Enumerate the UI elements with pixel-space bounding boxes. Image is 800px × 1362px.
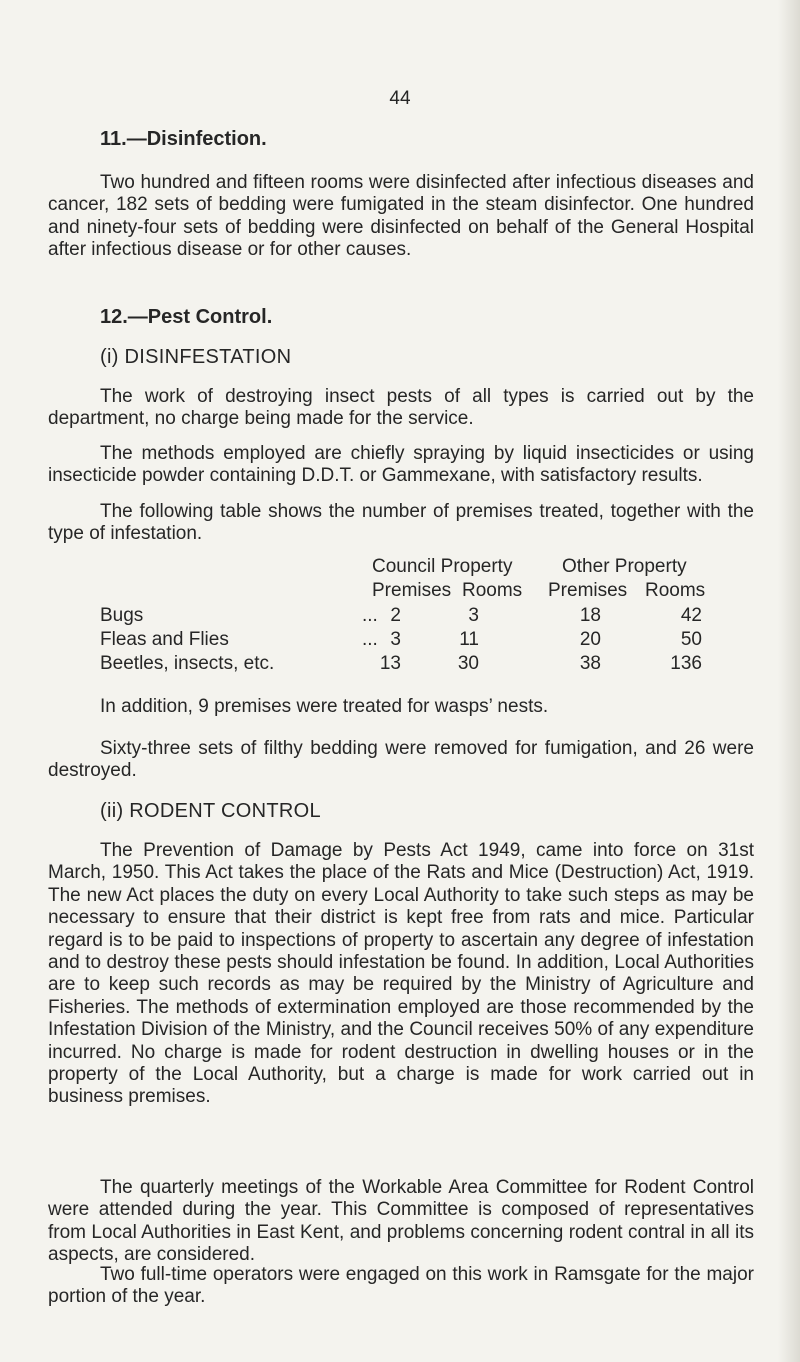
rodent-control-subheading: (ii) RODENT CONTROL: [100, 800, 321, 822]
table-cell: 18: [579, 605, 601, 626]
paragraph-bedding: Sixty-three sets of filthy bedding were removed for fumigation, and 26 were destroyed.: [48, 738, 754, 782]
paragraph-methods: The methods employed are chiefly spraying by liquid insecticides or using insecticide powder containing D.D.T. or Gammexane, with satisfactory results.: [48, 443, 754, 487]
table-group-other: Other Property: [562, 556, 687, 577]
table-cell: 38: [579, 653, 601, 674]
table-col-council-premises: Premises: [372, 580, 452, 601]
paragraph-work: The work of destroying insect pests of all types is carried out by the department, no charge being made for the service.: [48, 386, 754, 430]
row-label-text: Fleas and Flies: [100, 629, 229, 650]
paragraph-operators: Two full-time operators were engaged on this work in Ramsgate for the major portion of the year.: [48, 1264, 754, 1308]
section-12-heading: 12.—Pest Control.: [100, 306, 273, 328]
table-col-council-rooms: Rooms: [462, 580, 523, 601]
table-col-other-premises: Premises: [548, 580, 628, 601]
row-leader-dots: ...: [362, 605, 378, 626]
page-number: 44: [389, 88, 411, 109]
row-label: [100, 653, 274, 675]
row-leader-dots: ...: [362, 629, 378, 650]
table-cell: 3: [468, 605, 479, 626]
row-label-text: Bugs: [100, 605, 144, 626]
table-cell: 30: [457, 653, 479, 674]
table-cell: 13: [379, 653, 401, 674]
section-11-paragraph: Two hundred and fifteen rooms were disinfected after infectious diseases and cancer, 182 sets of bedding were fumigated in the steam disinfector. One hundred and ninety-four sets of bedding were disinfected on behalf of the General Hospital after infectious disease or for other causes.: [48, 172, 754, 261]
table-cell: 42: [680, 605, 702, 626]
table-cell: 3: [390, 629, 401, 650]
row-label-text: Beetles, insects, etc.: [100, 653, 275, 674]
table-cell: 11: [459, 629, 479, 650]
row-label: [100, 629, 378, 651]
section-11-heading: 11.—Disinfection.: [100, 128, 267, 150]
table-cell: 50: [680, 629, 702, 650]
table-group-council: Council Property: [372, 556, 513, 577]
table-cell: 2: [390, 605, 401, 626]
paragraph-prevention-act: The Prevention of Damage by Pests Act 1949, came into force on 31st March, 1950. This Act takes the place of the Rats and Mice (Destruction) Act, 1919. The new Act places the duty on every Local Authority to take such steps as may be necessary to ensure that their district is kept free from rats and mice. Particular regard is to be paid to inspections of property to ascertain any degree of infestation and to destroy these pests should infestation be found. In addition, Local Authorities are to keep such records as may be required by the Ministry of Agriculture and Fisheries. The methods of extermination employed are those recommended by the Infestation Division of the Ministry, and the Council receives 50% of any expenditure incurred. No charge is made for rodent destruction in dwelling houses or in the property of the Local Authority, but a charge is made for work carried out in business premises.: [48, 840, 754, 1108]
paragraph-table-intro: The following table shows the number of premises treated, together with the type of infestation.: [48, 501, 754, 545]
disinfestation-subheading: (i) DISINFESTATION: [100, 346, 292, 368]
table-cell: 136: [670, 653, 702, 674]
paragraph-quarterly-meetings: The quarterly meetings of the Workable Area Committee for Rodent Control were attended during the year. This Committee is composed of representatives from Local Authorities in East Kent, and problems concerning rodent contral in all its aspects, are considered.: [48, 1177, 754, 1266]
page-edge-shadow: [778, 0, 800, 1362]
paragraph-wasps: In addition, 9 premises were treated for wasps’ nests.: [100, 696, 549, 717]
row-label: [100, 605, 378, 627]
table-cell: 20: [579, 629, 601, 650]
table-col-other-rooms: Rooms: [645, 580, 706, 601]
